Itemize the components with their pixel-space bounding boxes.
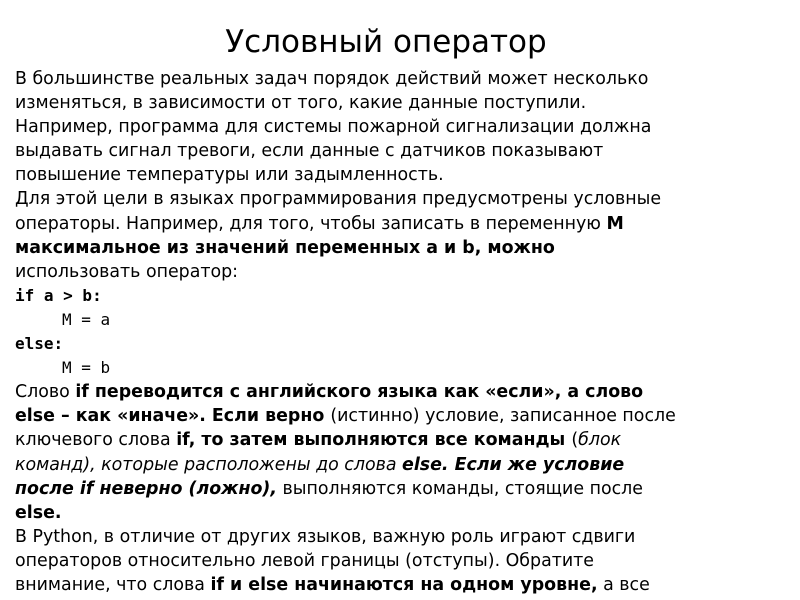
slide-title: Условный оператор xyxy=(225,24,547,60)
code-line xyxy=(15,332,790,356)
text-line xyxy=(15,573,790,597)
text-line xyxy=(15,501,790,525)
text-line xyxy=(15,163,790,187)
text-segment: if переводится с английского языка как «если», а слово xyxy=(75,382,644,403)
text-line xyxy=(15,212,790,236)
text-segment: ключевого слова xyxy=(15,430,177,451)
text-line xyxy=(15,236,790,260)
text-line xyxy=(15,380,790,404)
text-line xyxy=(15,187,790,211)
text-line xyxy=(15,525,790,549)
text-segment: блок xyxy=(578,430,622,451)
text-segment: else. xyxy=(15,502,62,523)
text-segment: if a > b: xyxy=(15,285,102,305)
text-segment: максимальное из значений переменных a и b, можно xyxy=(15,237,555,258)
text-line xyxy=(15,260,790,284)
slide-body-text xyxy=(15,67,790,597)
text-line xyxy=(15,428,790,452)
text-segment: M = b xyxy=(62,358,111,378)
text-segment: (истинно) условие, записанное после xyxy=(330,406,676,427)
text-segment: выполняются команды, стоящие после xyxy=(276,478,643,499)
text-segment: изменяться, в зависимости от того, какие данные поступили. xyxy=(15,93,587,114)
text-segment: операторы. Например, для того, чтобы записать в переменную xyxy=(15,213,607,234)
text-line xyxy=(15,67,790,91)
text-segment: использовать оператор: xyxy=(15,261,239,282)
text-line xyxy=(15,453,790,477)
text-segment: M = a xyxy=(62,309,111,329)
text-line xyxy=(15,139,790,163)
text-segment: Слово xyxy=(15,382,76,403)
text-segment: if, то затем выполняются все команды xyxy=(176,430,572,451)
text-line xyxy=(15,404,790,428)
code-line xyxy=(15,356,790,380)
text-segment: выдавать сигнал тревоги, если данные с датчиков показывают xyxy=(15,141,604,162)
text-segment: M xyxy=(606,213,624,234)
text-segment: операторов относительно левой границы (отступы). Обратите xyxy=(15,550,594,571)
text-segment: Например, программа для системы пожарной сигнализации должна xyxy=(15,117,652,138)
text-segment: else – как «иначе». Если верно xyxy=(15,406,331,427)
text-segment: команд), которые расположены до слова xyxy=(15,454,403,475)
text-segment: В Python, в отличие от других языков, важную роль играют сдвиги xyxy=(15,526,636,547)
text-segment: else. Если же условие xyxy=(402,454,625,475)
text-line xyxy=(15,477,790,501)
text-line xyxy=(15,115,790,139)
text-segment: else: xyxy=(15,334,64,354)
text-segment: В большинстве реальных задач порядок действий может несколько xyxy=(15,69,649,89)
text-segment: повышение температуры или задымленность. xyxy=(15,165,444,186)
text-segment: после if неверно (ложно), xyxy=(15,478,277,499)
text-segment: if и else начинаются на одном уровне, xyxy=(210,574,598,595)
text-segment: Для этой цели в языках программирования предусмотрены условные xyxy=(15,189,662,210)
text-segment: ( xyxy=(571,430,579,451)
text-line xyxy=(15,549,790,573)
text-segment: а все xyxy=(597,574,650,595)
code-line xyxy=(15,308,790,332)
text-line xyxy=(15,91,790,115)
text-segment: внимание, что слова xyxy=(15,574,211,595)
code-line xyxy=(15,284,790,308)
